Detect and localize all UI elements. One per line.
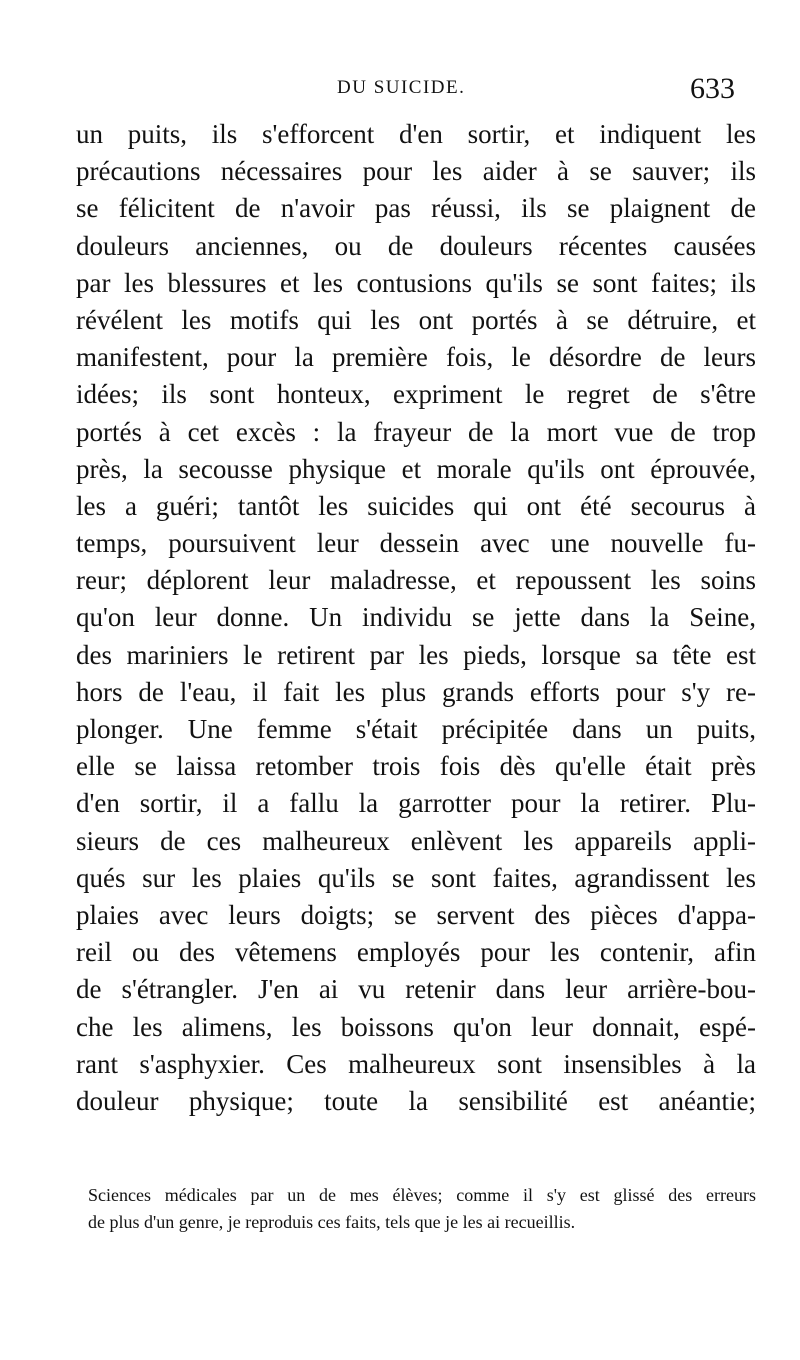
text-line: portés à cet excès : la frayeur de la mort vue de trop — [76, 416, 756, 447]
text-line: temps, poursuivent leur dessein avec une nouvelle fu- — [76, 528, 756, 559]
text-line: d'en sortir, il a fallu la garrotter pour la retirer. Plu- — [76, 788, 756, 819]
text-line: par les blessures et les contusions qu'ils se sont faites; ils — [76, 267, 756, 298]
text-line: idées; ils sont honteux, expriment le regret de s'être — [76, 379, 756, 410]
text-line: elle se laissa retomber trois fois dès qu'elle était près — [76, 751, 756, 782]
text-line: près, la secousse physique et morale qu'ils ont éprouvée, — [76, 453, 756, 484]
text-line: manifestent, pour la première fois, le désordre de leurs — [76, 342, 756, 373]
text-line: reur; déplorent leur maladresse, et repoussent les soins — [76, 565, 756, 596]
text-line: sieurs de ces malheureux enlèvent les appareils appli- — [76, 825, 756, 856]
text-line: che les alimens, les boissons qu'on leur donnait, espé- — [76, 1011, 756, 1042]
page-number: 633 — [690, 72, 735, 105]
text-line: des mariniers le retirent par les pieds, lorsque sa tête est — [76, 639, 756, 670]
text-line: reil ou des vêtemens employés pour les contenir, afin — [76, 937, 756, 968]
footnote-line: Sciences médicales par un de mes élèves; comme il s'y est glissé des erreurs — [88, 1185, 756, 1205]
footnote-line: de plus d'un genre, je reproduis ces faits, tels que je les ai recueillis. — [88, 1212, 576, 1232]
text-line: un puits, ils s'efforcent d'en sortir, et indiquent les — [76, 119, 756, 149]
running-head-title: DU SUICIDE. — [337, 77, 466, 98]
text-line: douleur physique; toute la sensibilité est anéantie; — [76, 1085, 756, 1116]
text-line: se félicitent de n'avoir pas réussi, ils se plaignent de — [76, 193, 756, 224]
text-line: de s'étrangler. J'en ai vu retenir dans leur arrière-bou- — [76, 974, 756, 1005]
text-line: douleurs anciennes, ou de douleurs récentes causées — [76, 230, 756, 261]
text-line: plaies avec leurs doigts; se servent des pièces d'appa- — [76, 899, 756, 930]
text-line: les a guéri; tantôt les suicides qui ont été secourus à — [76, 490, 756, 521]
text-line: hors de l'eau, il fait les plus grands efforts pour s'y re- — [76, 676, 756, 707]
footnote — [88, 1182, 756, 1236]
body-text — [76, 116, 756, 1120]
text-line: qu'on leur donne. Un individu se jette dans la Seine, — [76, 602, 756, 633]
text-line: révélent les motifs qui les ont portés à se détruire, et — [76, 304, 756, 335]
text-line: plonger. Une femme s'était précipitée dans un puits, — [76, 714, 756, 744]
text-line: précautions nécessaires pour les aider à se sauver; ils — [76, 156, 756, 187]
text-line: rant s'asphyxier. Ces malheureux sont insensibles à la — [76, 1048, 756, 1079]
text-line: qués sur les plaies qu'ils se sont faites, agrandissent les — [76, 862, 756, 893]
